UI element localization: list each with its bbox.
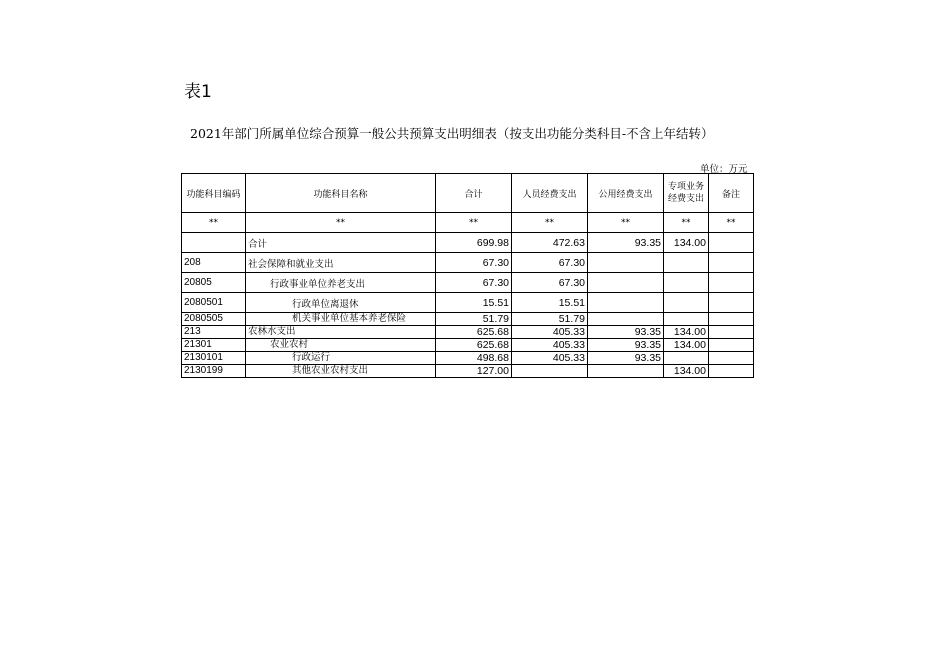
cell-name: 机关事业单位基本养老保险 <box>246 313 436 326</box>
table-row <box>182 365 754 378</box>
cell-total: 15.51 <box>436 293 512 313</box>
cell-personnel: 67.30 <box>512 253 588 273</box>
cell-code: 2080505 <box>182 313 246 326</box>
table-number-label: 表1 <box>184 82 212 102</box>
cell-name: 农林水支出 <box>246 326 436 339</box>
marker-cell: ** <box>709 213 754 233</box>
cell-total: 127.00 <box>436 365 512 378</box>
cell-total: 699.98 <box>436 233 512 253</box>
document-title: 2021年部门所属单位综合预算一般公共预算支出明细表（按支出功能分类科目-不含上年结转） <box>190 126 714 141</box>
marker-cell: ** <box>588 213 664 233</box>
header-row <box>182 174 754 213</box>
table-row <box>182 352 754 365</box>
header-special: 专项业务经费支出 <box>664 174 709 213</box>
cell-special <box>664 253 709 273</box>
cell-total: 625.68 <box>436 339 512 352</box>
cell-special <box>664 293 709 313</box>
table-row <box>182 273 754 293</box>
cell-personnel: 405.33 <box>512 339 588 352</box>
cell-remark <box>709 233 754 253</box>
table-row <box>182 326 754 339</box>
cell-public: 93.35 <box>588 339 664 352</box>
table-row <box>182 339 754 352</box>
cell-name: 农业农村 <box>246 339 436 352</box>
cell-name: 行政单位离退休 <box>246 293 436 313</box>
cell-name: 其他农业农村支出 <box>246 365 436 378</box>
cell-public: 93.35 <box>588 233 664 253</box>
cell-name: 行政事业单位养老支出 <box>246 273 436 293</box>
marker-cell: ** <box>664 213 709 233</box>
cell-name: 合计 <box>246 233 436 253</box>
cell-special <box>664 313 709 326</box>
cell-remark <box>709 313 754 326</box>
cell-public: 93.35 <box>588 352 664 365</box>
cell-personnel: 67.30 <box>512 273 588 293</box>
budget-table <box>181 173 754 378</box>
cell-code <box>182 233 246 253</box>
table-row <box>182 293 754 313</box>
cell-name: 行政运行 <box>246 352 436 365</box>
cell-remark <box>709 339 754 352</box>
marker-row <box>182 213 754 233</box>
header-public: 公用经费支出 <box>588 174 664 213</box>
header-personnel: 人员经费支出 <box>512 174 588 213</box>
cell-code: 2130101 <box>182 352 246 365</box>
cell-personnel: 51.79 <box>512 313 588 326</box>
cell-code: 20805 <box>182 273 246 293</box>
table-row <box>182 253 754 273</box>
cell-public: 93.35 <box>588 326 664 339</box>
cell-special: 134.00 <box>664 339 709 352</box>
unit-note: 单位：万元 <box>700 164 748 175</box>
cell-special <box>664 273 709 293</box>
cell-remark <box>709 253 754 273</box>
cell-code: 213 <box>182 326 246 339</box>
cell-total: 51.79 <box>436 313 512 326</box>
marker-cell: ** <box>182 213 246 233</box>
cell-special: 134.00 <box>664 233 709 253</box>
cell-remark <box>709 326 754 339</box>
cell-remark <box>709 365 754 378</box>
cell-personnel: 405.33 <box>512 352 588 365</box>
cell-remark <box>709 352 754 365</box>
cell-total: 498.68 <box>436 352 512 365</box>
cell-personnel: 472.63 <box>512 233 588 253</box>
cell-remark <box>709 293 754 313</box>
cell-public <box>588 293 664 313</box>
cell-total: 67.30 <box>436 253 512 273</box>
cell-personnel: 405.33 <box>512 326 588 339</box>
cell-public <box>588 313 664 326</box>
cell-personnel <box>512 365 588 378</box>
header-name: 功能科目名称 <box>246 174 436 213</box>
cell-special <box>664 352 709 365</box>
cell-special: 134.00 <box>664 365 709 378</box>
cell-code: 2080501 <box>182 293 246 313</box>
marker-cell: ** <box>512 213 588 233</box>
cell-public <box>588 365 664 378</box>
cell-total: 625.68 <box>436 326 512 339</box>
cell-code: 2130199 <box>182 365 246 378</box>
cell-code: 208 <box>182 253 246 273</box>
marker-cell: ** <box>436 213 512 233</box>
cell-special: 134.00 <box>664 326 709 339</box>
cell-public <box>588 273 664 293</box>
header-remark: 备注 <box>709 174 754 213</box>
table-row <box>182 313 754 326</box>
cell-code: 21301 <box>182 339 246 352</box>
cell-total: 67.30 <box>436 273 512 293</box>
marker-cell: ** <box>246 213 436 233</box>
cell-remark <box>709 273 754 293</box>
cell-name: 社会保障和就业支出 <box>246 253 436 273</box>
cell-public <box>588 253 664 273</box>
header-code: 功能科目编码 <box>182 174 246 213</box>
table-row-total <box>182 233 754 253</box>
header-total: 合计 <box>436 174 512 213</box>
cell-personnel: 15.51 <box>512 293 588 313</box>
